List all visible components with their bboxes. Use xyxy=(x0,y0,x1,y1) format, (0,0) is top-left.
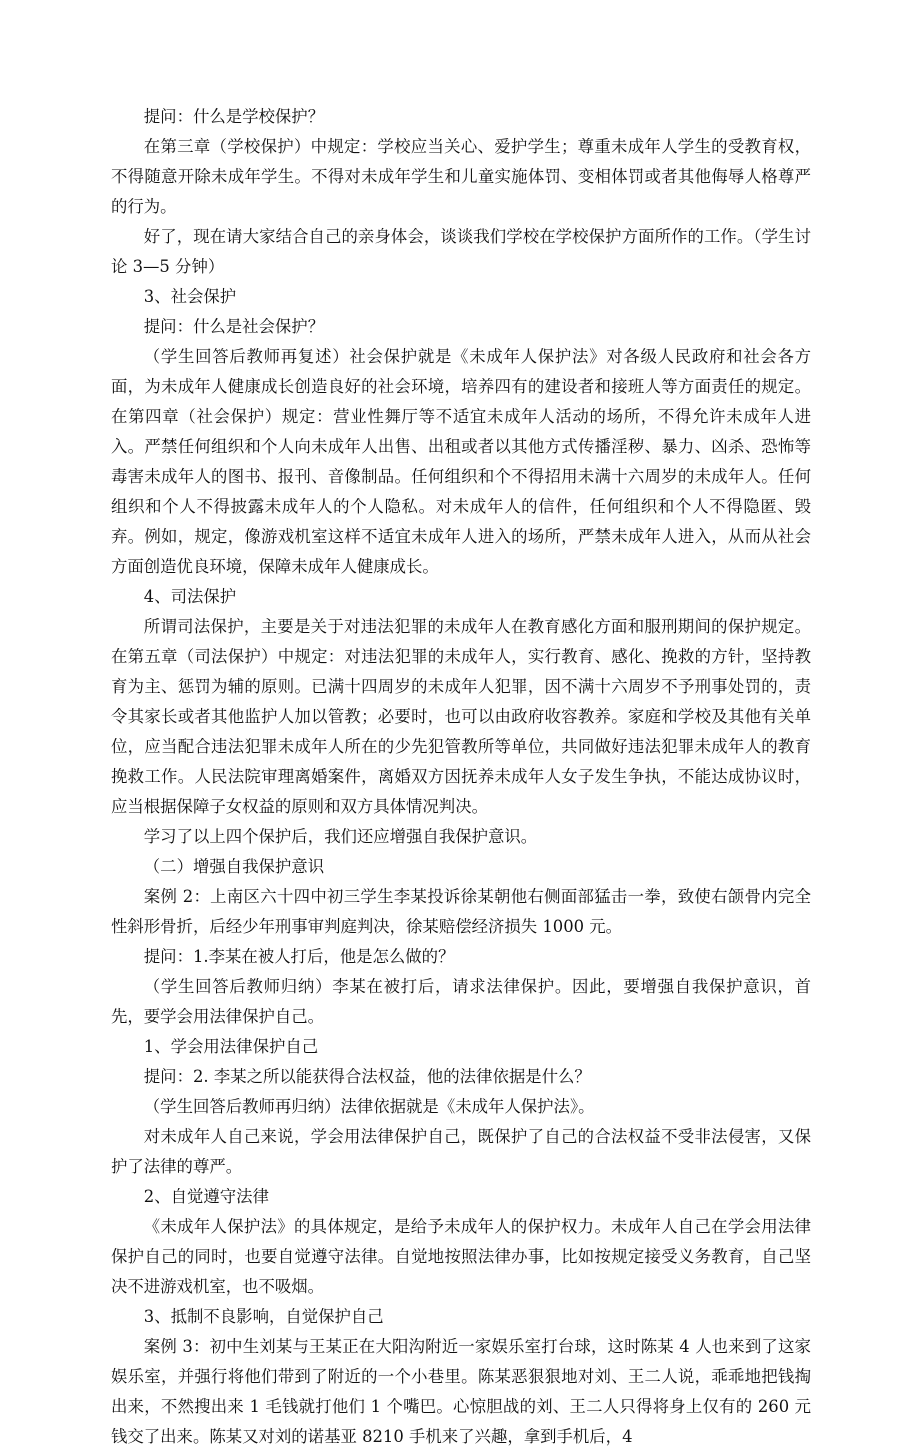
paragraph-answer-two: （学生回答后教师再归纳）法律依据就是《未成年人保护法》。 xyxy=(143,1097,595,1116)
document-body xyxy=(111,102,811,1452)
paragraph-obey-law-explanation: 《未成年人保护法》的具体规定，是给予未成年人的保护权力。未成年人自己在学会用法律保护自己的同时，也要自觉遵守法律。自觉地按照法律办事，比如按规定接受义务教育，自己坚决不进游戏机室，也不吸烟。 xyxy=(111,1217,811,1296)
paragraph-social-protection-explanation: （学生回答后教师再复述）社会保护就是《未成年人保护法》对各级人民政府和社会各方面，为未成年人健康成长创造良好的社会环境，培养四有的建设者和接班人等方面责任的规定。在第四章（社会保护）规定：营业性舞厅等不适宜未成年人活动的场所，不得允许未成年人进入。严禁任何组织和个人向未成年人出售、出租或者以其他方式传播淫秽、暴力、凶杀、恐怖等毒害未成年人的图书、报刊、音像制品。任何组织和个不得招用未满十六周岁的未成年人。任何组织和个人不得披露未成年人的个人隐私。对未成年人的信件，任何组织和个人不得隐匿、毁弃。例如，规定，像游戏机室这样不适宜未成年人进入的场所，严禁未成年人进入，从而从社会方面创造优良环境，保障未成年人健康成长。 xyxy=(111,347,811,576)
paragraph-case-three: 案例 3：初中生刘某与王某正在大阳沟附近一家娱乐室打台球，这时陈某 4 人也来到了这家娱乐室，并强行将他们带到了附近的一个小巷里。陈某恶狠狠地对刘、王二人说，乖乖地把钱掏出来，不然搜出来 1 毛钱就打他们 1 个嘴巴。心惊胆战的刘、王二人只得将身上仅有的 260 元钱交了出来。陈某又对刘的诺基亚 8210 手机来了兴趣，拿到手机后，4 xyxy=(111,1337,811,1446)
paragraph-answer-one: （学生回答后教师归纳）李某在被打后，请求法律保护。因此，要增强自我保护意识，首先，要学会用法律保护自己。 xyxy=(111,977,811,1026)
paragraph-chapter-three-rules: 在第三章（学校保护）中规定：学校应当关心、爱护学生；尊重未成年人学生的受教育权，不得随意开除未成年学生。不得对未成年学生和儿童实施体罚、变相体罚或者其他侮辱人格尊严的行为。 xyxy=(111,137,811,216)
paragraph-transition: 学习了以上四个保护后，我们还应增强自我保护意识。 xyxy=(143,827,538,846)
paragraph-law-dignity: 对未成年人自己来说，学会用法律保护自己，既保护了自己的合法权益不受非法侵害，又保护了法律的尊严。 xyxy=(111,1127,811,1176)
paragraph-school-protection-question: 提问：什么是学校保护？ xyxy=(143,107,325,126)
paragraph-social-protection-question: 提问：什么是社会保护？ xyxy=(143,317,325,336)
paragraph-discussion-prompt: 好了，现在请大家结合自己的亲身体会，谈谈我们学校在学校保护方面所作的工作。（学生讨论 3—5 分钟） xyxy=(111,227,811,276)
paragraph-question-one: 提问：1.李某在被人打后，他是怎么做的？ xyxy=(143,947,455,966)
heading-social-protection: 3、社会保护 xyxy=(143,287,237,306)
paragraph-question-two: 提问：2. 李某之所以能获得合法权益，他的法律依据是什么？ xyxy=(143,1067,591,1086)
heading-use-law: 1、学会用法律保护自己 xyxy=(143,1037,319,1056)
heading-resist-bad-influence: 3、抵制不良影响，自觉保护自己 xyxy=(143,1307,384,1326)
heading-obey-law: 2、自觉遵守法律 xyxy=(143,1187,269,1206)
heading-judicial-protection: 4、司法保护 xyxy=(143,587,237,606)
paragraph-case-two: 案例 2：上南区六十四中初三学生李某投诉徐某朝他右侧面部猛击一拳，致使右颌骨内完全性斜形骨折，后经少年刑事审判庭判决，徐某赔偿经济损失 1000 元。 xyxy=(111,887,811,936)
paragraph-judicial-protection-explanation: 所谓司法保护，主要是关于对违法犯罪的未成年人在教育感化方面和服刑期间的保护规定。在第五章（司法保护）中规定：对违法犯罪的未成年人，实行教育、感化、挽救的方针，坚持教育为主、惩罚为辅的原则。已满十四周岁的未成年人犯罪，因不满十六周岁不予刑事处罚的，责令其家长或者其他监护人加以管教；必要时，也可以由政府收容教养。家庭和学校及其他有关单位，应当配合违法犯罪未成年人所在的少先犯管教所等单位，共同做好违法犯罪未成年人的教育挽救工作。人民法院审理离婚案件，离婚双方因抚养未成年人女子发生争执，不能达成协议时，应当根据保障子女权益的原则和双方具体情况判决。 xyxy=(111,617,811,816)
heading-self-protection: （二）增强自我保护意识 xyxy=(143,857,325,876)
